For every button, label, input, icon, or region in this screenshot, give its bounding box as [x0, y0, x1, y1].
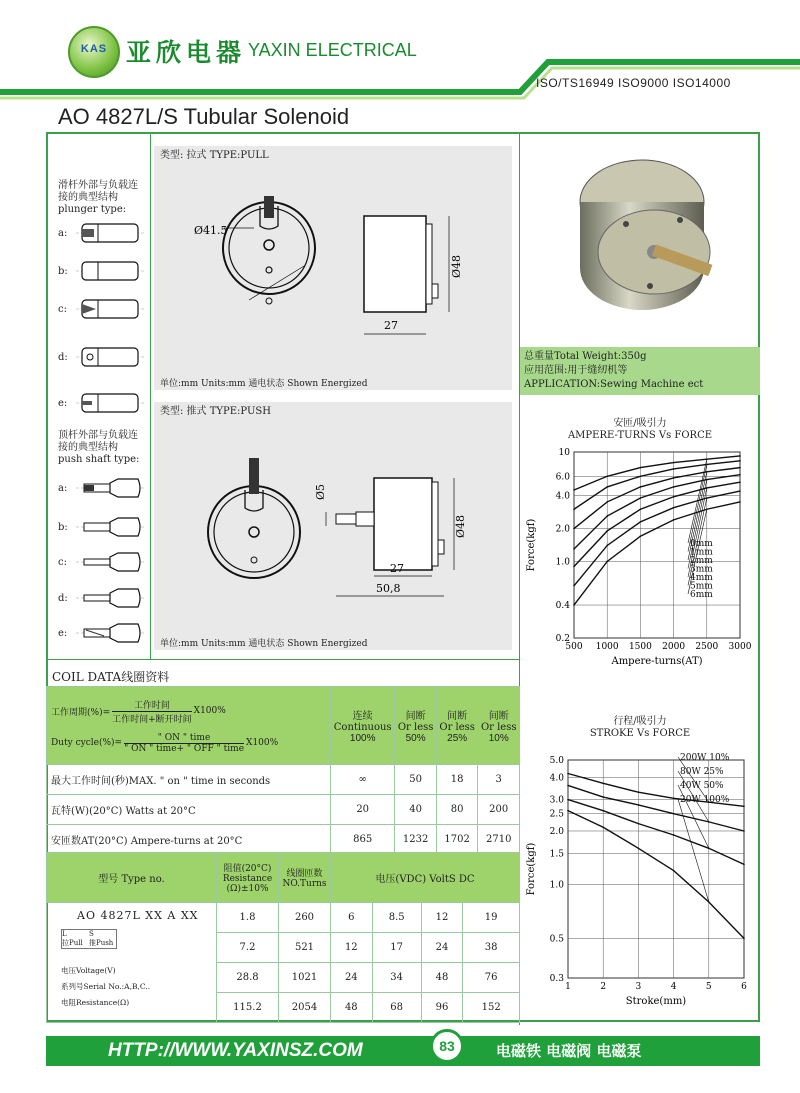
data-point	[640, 475, 642, 477]
y-tick-label: 4.0	[549, 773, 564, 784]
data-point	[567, 773, 569, 775]
table-row: 7.2 521 12 17 24 38	[47, 933, 520, 963]
series-label-4: 4mm	[690, 573, 713, 583]
data-point	[606, 486, 608, 488]
model-header: 型号 Type no.	[47, 853, 217, 903]
series-label-0: 200W 10%	[680, 753, 730, 763]
data-point	[743, 806, 745, 808]
table-row: 瓦特(W)(20°C) Watts at 20°C 20 40 80 200	[47, 795, 520, 825]
data-point	[567, 785, 569, 787]
push-heading-en: push shaft type:	[58, 454, 140, 465]
plunger-sketch-3	[74, 344, 144, 370]
data-point	[573, 489, 575, 491]
data-point	[743, 938, 745, 940]
data-point	[640, 467, 642, 469]
data-point	[606, 530, 608, 532]
y-tick-label: 0.5	[549, 934, 564, 945]
data-point	[739, 467, 741, 469]
data-point	[739, 455, 741, 457]
data-point	[638, 791, 640, 793]
data-point	[673, 486, 675, 488]
plunger-letter-0: a:	[58, 228, 68, 239]
brand-name-cn: 亚欣电器	[126, 38, 247, 67]
product-application-en: APPLICATION:Sewing Machine ect	[524, 379, 704, 390]
data-point	[602, 796, 604, 798]
data-point	[743, 830, 745, 832]
model-note-resistance: 电阻Resistance(Ω)	[61, 998, 130, 1007]
series-label-1: 1mm	[690, 547, 713, 558]
data-point	[640, 535, 642, 537]
voltage-header: 电压(VDC) VoltS DC	[331, 853, 520, 903]
data-point	[640, 521, 642, 523]
pull-units-note: 单位:mm Units:mm 通电状态 Shown Energized	[160, 379, 368, 389]
push-letter-0: a:	[58, 483, 68, 494]
x-tick-label: 500	[565, 642, 583, 652]
series-label-3: 3mm	[690, 564, 713, 575]
plunger-sketch-2	[74, 296, 144, 322]
push-length2-label: 50,8	[376, 582, 401, 595]
chart2-subtitle: STROKE Vs FORCE	[589, 728, 691, 739]
data-point	[638, 847, 640, 849]
plunger-sketch-4	[74, 390, 144, 416]
series-label-3: 20W 100%	[680, 795, 730, 805]
data-point	[606, 561, 608, 563]
turns-header: 线圈匝数 NO.Turns	[279, 853, 331, 903]
data-point	[638, 823, 640, 825]
product-photo	[530, 140, 750, 340]
model-note-serial: 系列号Serial No.:A,B,C..	[61, 982, 151, 991]
table-row: 安匝数AT(20°C) Ampere-turns at 20°C 865 1232 1702 2710	[47, 825, 520, 855]
coil-data-heading: COIL DATA线圈资料	[52, 670, 170, 684]
y-tick-label: 2.0	[549, 826, 564, 837]
formula-cn-num: 工作时间	[133, 700, 170, 711]
plunger-sketch-0	[74, 220, 144, 246]
table-row: AO 4827L XX A XX L S 拉Pull 推Push 电压Voltage(V) 系列号Serial No.:A,B,C.. 电阻Resistance(Ω) 1.8 260 6 8.5 12 19	[47, 903, 520, 933]
data-point	[673, 813, 675, 815]
push-type-label: 类型: 推式 TYPE:PUSH	[160, 406, 271, 417]
x-tick-label: 5	[705, 982, 712, 992]
data-point	[739, 474, 741, 476]
data-point	[602, 783, 604, 785]
y-axis-label: Force(kgf)	[526, 518, 537, 572]
y-tick-label: 0.4	[555, 601, 570, 612]
push-sketch-3	[74, 585, 144, 611]
push-units-note: 单位:mm Units:mm 通电状态 Shown Energized	[160, 639, 368, 649]
data-point	[573, 585, 575, 587]
x-tick-label: 3	[635, 982, 642, 992]
x-tick-label: 2	[600, 982, 607, 992]
chart2-title: 行程/吸引力	[613, 716, 667, 727]
data-point	[739, 501, 741, 503]
pull-length-label: 27	[384, 319, 398, 332]
data-point	[673, 477, 675, 479]
page-title: AO 4827L/S Tubular Solenoid	[58, 104, 350, 129]
push-length1-label: 27	[390, 562, 404, 575]
series-label-6: 6mm	[690, 590, 713, 600]
y-tick-label: 0.3	[549, 974, 564, 984]
x-axis-label: Stroke(mm)	[625, 996, 687, 1007]
data-point	[602, 826, 604, 828]
y-tick-label: 6.0	[555, 472, 570, 483]
plunger-sketch-1	[74, 258, 144, 284]
duty-header-1: 间断 Or less 50%	[395, 687, 437, 765]
data-point	[573, 566, 575, 568]
divider	[46, 659, 520, 660]
series-label-5: 5mm	[690, 581, 713, 592]
data-point	[602, 810, 604, 812]
x-tick-label: 6	[741, 982, 747, 992]
data-point	[567, 799, 569, 801]
data-point	[573, 548, 575, 550]
plunger-letter-1: b:	[58, 266, 68, 277]
y-tick-label: 1.0	[549, 880, 564, 891]
plot-area	[568, 760, 744, 978]
product-weight: 总重量Total Weight:350g	[524, 351, 647, 362]
push-letter-3: d:	[58, 593, 68, 604]
x-tick-label: 2000	[662, 642, 686, 652]
formula-cn-den: 工作时间+断开时间	[112, 711, 192, 725]
data-point	[573, 604, 575, 606]
page-number: 83	[430, 1029, 464, 1063]
y-tick-label: 10	[558, 448, 570, 458]
stroke-force-chart	[520, 740, 760, 1015]
data-point	[638, 804, 640, 806]
data-point	[673, 798, 675, 800]
data-point	[567, 810, 569, 812]
pull-type-label: 类型: 拉式 TYPE:PULL	[160, 150, 269, 161]
y-tick-label: 1.5	[549, 849, 564, 860]
y-tick-label: 5.0	[549, 756, 564, 766]
plunger-letter-2: c:	[58, 304, 67, 315]
duty-header-2: 间断 Or less 25%	[436, 687, 478, 765]
data-point	[640, 497, 642, 499]
y-tick-label: 2.5	[549, 809, 564, 820]
push-sketch-1	[74, 514, 144, 540]
data-point	[606, 545, 608, 547]
brand-name-en: YAXIN ELECTRICAL	[248, 40, 417, 60]
formula-cn-mult: X100%	[193, 706, 226, 716]
data-point	[739, 460, 741, 462]
duty-cycle-table	[46, 686, 520, 855]
x-tick-label: 1500	[628, 642, 652, 652]
voltage-table	[46, 852, 520, 1023]
table-row: 28.8 1021 24 34 48 76	[47, 963, 520, 993]
x-axis-label: Ampere-turns(AT)	[611, 656, 703, 667]
series-label-1: 80W 25%	[680, 767, 724, 777]
data-point	[640, 486, 642, 488]
y-tick-label: 1.0	[555, 557, 570, 568]
y-tick-label: 4.0	[555, 491, 570, 502]
website-link[interactable]: HTTP://WWW.YAXINSZ.COM	[108, 1040, 363, 1061]
formula-cn-left: 工作周期(%)=	[51, 707, 111, 718]
data-point	[673, 519, 675, 521]
series-label-2: 2mm	[690, 556, 713, 566]
certifications: ISO/TS16949 ISO9000 ISO14000	[536, 76, 731, 90]
data-point	[673, 462, 675, 464]
ampere-turns-force-chart	[520, 442, 760, 682]
push-letter-1: b:	[58, 522, 68, 533]
resistance-header: 阻值(20°C) Resistance (Ω)±10%	[217, 853, 279, 903]
series-label-2: 40W 50%	[680, 781, 724, 791]
x-tick-label: 1000	[595, 642, 619, 652]
y-tick-label: 3.0	[549, 795, 564, 806]
table-row: 最大工作时间(秒)MAX. " on " time in seconds ∞ 50 18 3	[47, 765, 520, 795]
data-point	[673, 834, 675, 836]
model-code: AO 4827L XX A XX	[77, 909, 199, 922]
data-point	[739, 481, 741, 483]
data-point	[743, 864, 745, 866]
push-height-label: Ø48	[454, 514, 467, 538]
model-note-voltage: 电压Voltage(V)	[61, 966, 116, 975]
push-drawing	[154, 420, 512, 632]
push-heading-cn: 顶杆外部与负载连接的典型结构	[58, 430, 138, 453]
y-tick-label: 2.0	[555, 524, 570, 535]
model-pull-push-box: L S 拉Pull 推Push	[61, 929, 117, 949]
plunger-heading-cn: 滑杆外部与负载连接的典型结构	[58, 180, 138, 203]
duty-formula-cell	[47, 687, 331, 765]
pull-drawing	[154, 166, 512, 376]
divider	[150, 133, 151, 659]
data-point	[673, 507, 675, 509]
data-point	[640, 508, 642, 510]
data-point	[573, 528, 575, 530]
push-sketch-0	[74, 475, 144, 501]
series-label-0: 0mm	[690, 539, 713, 549]
pull-dia-label: Ø41.5	[194, 224, 228, 237]
data-point	[606, 501, 608, 503]
data-point	[673, 496, 675, 498]
formula-en-den: " ON " time+ " OFF " time	[124, 743, 245, 754]
formula-en-num: " ON " time	[157, 732, 211, 743]
chart1-subtitle: AMPERE-TURNS Vs FORCE	[567, 430, 713, 441]
chart1-title: 安匝/吸引力	[613, 418, 667, 429]
data-point	[606, 515, 608, 517]
push-letter-4: e:	[58, 628, 68, 639]
push-sketch-2	[74, 549, 144, 575]
plunger-letter-3: d:	[58, 352, 68, 363]
y-tick-label: 0.2	[555, 634, 570, 644]
data-point	[606, 475, 608, 477]
plunger-letter-4: e:	[58, 398, 68, 409]
data-point	[673, 870, 675, 872]
x-tick-label: 2500	[695, 642, 719, 652]
duty-header-0: 连续 Continuous 100%	[331, 687, 395, 765]
duty-header-3: 间断 Or less 10%	[478, 687, 520, 765]
data-point	[673, 468, 675, 470]
pull-height-label: Ø48	[450, 254, 463, 278]
footer-products: 电磁铁 电磁阀 电磁泵	[496, 1042, 642, 1060]
data-point	[573, 508, 575, 510]
push-sketch-4	[74, 620, 144, 646]
model-code-cell	[47, 903, 217, 1023]
formula-en-left: Duty cycle(%)=	[51, 738, 123, 748]
x-tick-label: 3000	[728, 642, 752, 652]
plunger-heading-en: plunger type:	[58, 204, 127, 215]
data-point	[739, 490, 741, 492]
table-row: 115.2 2054 48 68 96 152	[47, 993, 520, 1023]
product-application-cn: 应用范围:用于缝纫机等	[524, 365, 628, 376]
push-shaft-label: Ø5	[314, 483, 327, 500]
logo-text: KAS	[80, 43, 108, 55]
formula-en-mult: X100%	[246, 738, 279, 748]
push-letter-2: c:	[58, 557, 67, 568]
y-axis-label: Force(kgf)	[526, 842, 537, 896]
x-tick-label: 4	[670, 982, 677, 992]
x-tick-label: 1	[565, 982, 571, 992]
